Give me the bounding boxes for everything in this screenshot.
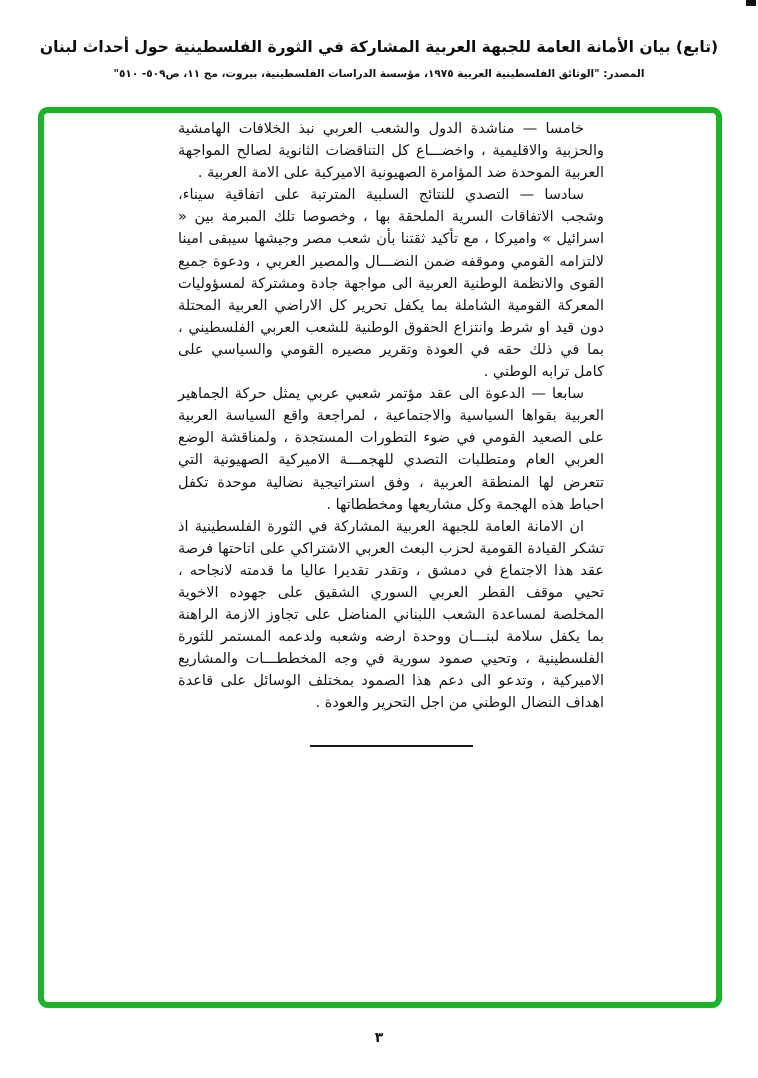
document-title: (تابع) بيان الأمانة العامة للجبهة العربية المشاركة في الثورة الفلسطينية حول أحداث لبنان bbox=[39, 38, 719, 56]
paragraph-seventhly: سابعا — الدعوة الى عقد مؤتمر شعبي عربي يمثل حركة الجماهير العربية بقواها السياسية والاجتماعية ، لمراجعة واقع السياسة العربية على الصعيد القومي في ضوء التطورات المستجدة ، ولمناقشة الوضع العربي العام ومتطلبات التصدي للهجمـــة الاميركية الصهيونية التي تتعرض لها المنطقة العربية ، وفق استراتيجية نضالية موحدة تكفل احباط هذه الهجمة وكل مشاريعها ومخططاتها . bbox=[178, 386, 604, 513]
highlight-frame bbox=[38, 107, 722, 1008]
paragraph-closing: ان الامانة العامة للجبهة العربية المشاركة في الثورة الفلسطينية اذ تشكر القيادة القومية لحزب البعث العربي الاشتراكي على اتاحتها فرصة عقد هذا الاجتماع في دمشق ، وتقدر تقديرا عاليا ما قدمته لانجاحه ، تحيي موقف القطر العربي السوري الشقيق على جهوده الاخوية المخلصة لمساعدة الشعب اللبناني المناضل على تجاوز الازمة الراهنة بما يكفل سلامة لبنـــان ووحدة ارضه وشعبه ولدعمه المستمر للثورة الفلسطينية ، وتحيي صمود سورية في وجه المخططـــات والمشاريع الاميركية ، وتدعو الى دعم هذا الصمود بمختلف الوسائل على قاعدة اهداف النضال الوطني من اجل التحرير والعودة . bbox=[178, 518, 604, 712]
paragraph-fifthly: خامسا — مناشدة الدول والشعب العربي نبذ الخلافات الهامشية والحزبية والاقليمية ، واخضـــاع كل التناقضات الثانوية لصالح المواجهة العربية الموحدة ضد المؤامرة الصهيونية الاميركية على الامة العربية . bbox=[178, 121, 604, 182]
document-header bbox=[0, 36, 758, 80]
scan-artifact-mark bbox=[746, 0, 756, 6]
paragraph-sixthly: سادسا — التصدي للنتائج السلبية المترتبة على اتفاقية سيناء، وشجب الاتفاقات السرية الملحقة بها ، وخصوصا تلك المبرمة بين « اسرائيل » واميركا ، مع تأكيد ثقتنا بأن شعب مصر وجيشها سيبقى امينا لالتزامه القومي وموقفه ضمن النضـــال والمصير العربي ، ودعوة جميع القوى والانظمة الوطنية العربية الى مواجهة جادة ومشتركة لمسؤوليات المعركة القومية الشاملة بما يكفل تحرير كل الاراضي العربية المحتلة دون قيد او شرط وانتزاع الحقوق الوطنية للشعب العربي الفلسطيني ، بما في ذلك حقه في العودة وتقرير مصيره القومي والسياسي على كامل ترابه الوطني . bbox=[178, 187, 604, 381]
page-number: ٣ bbox=[374, 1030, 384, 1046]
document-body bbox=[178, 118, 604, 747]
section-divider bbox=[310, 745, 473, 747]
source-citation: المصدر: "الوثائق الفلسطينية العربية ١٩٧٥، مؤسسة الدراسات الفلسطينية، بيروت، مج ١١، ص٥٠٩- ٥١٠" bbox=[113, 68, 645, 81]
